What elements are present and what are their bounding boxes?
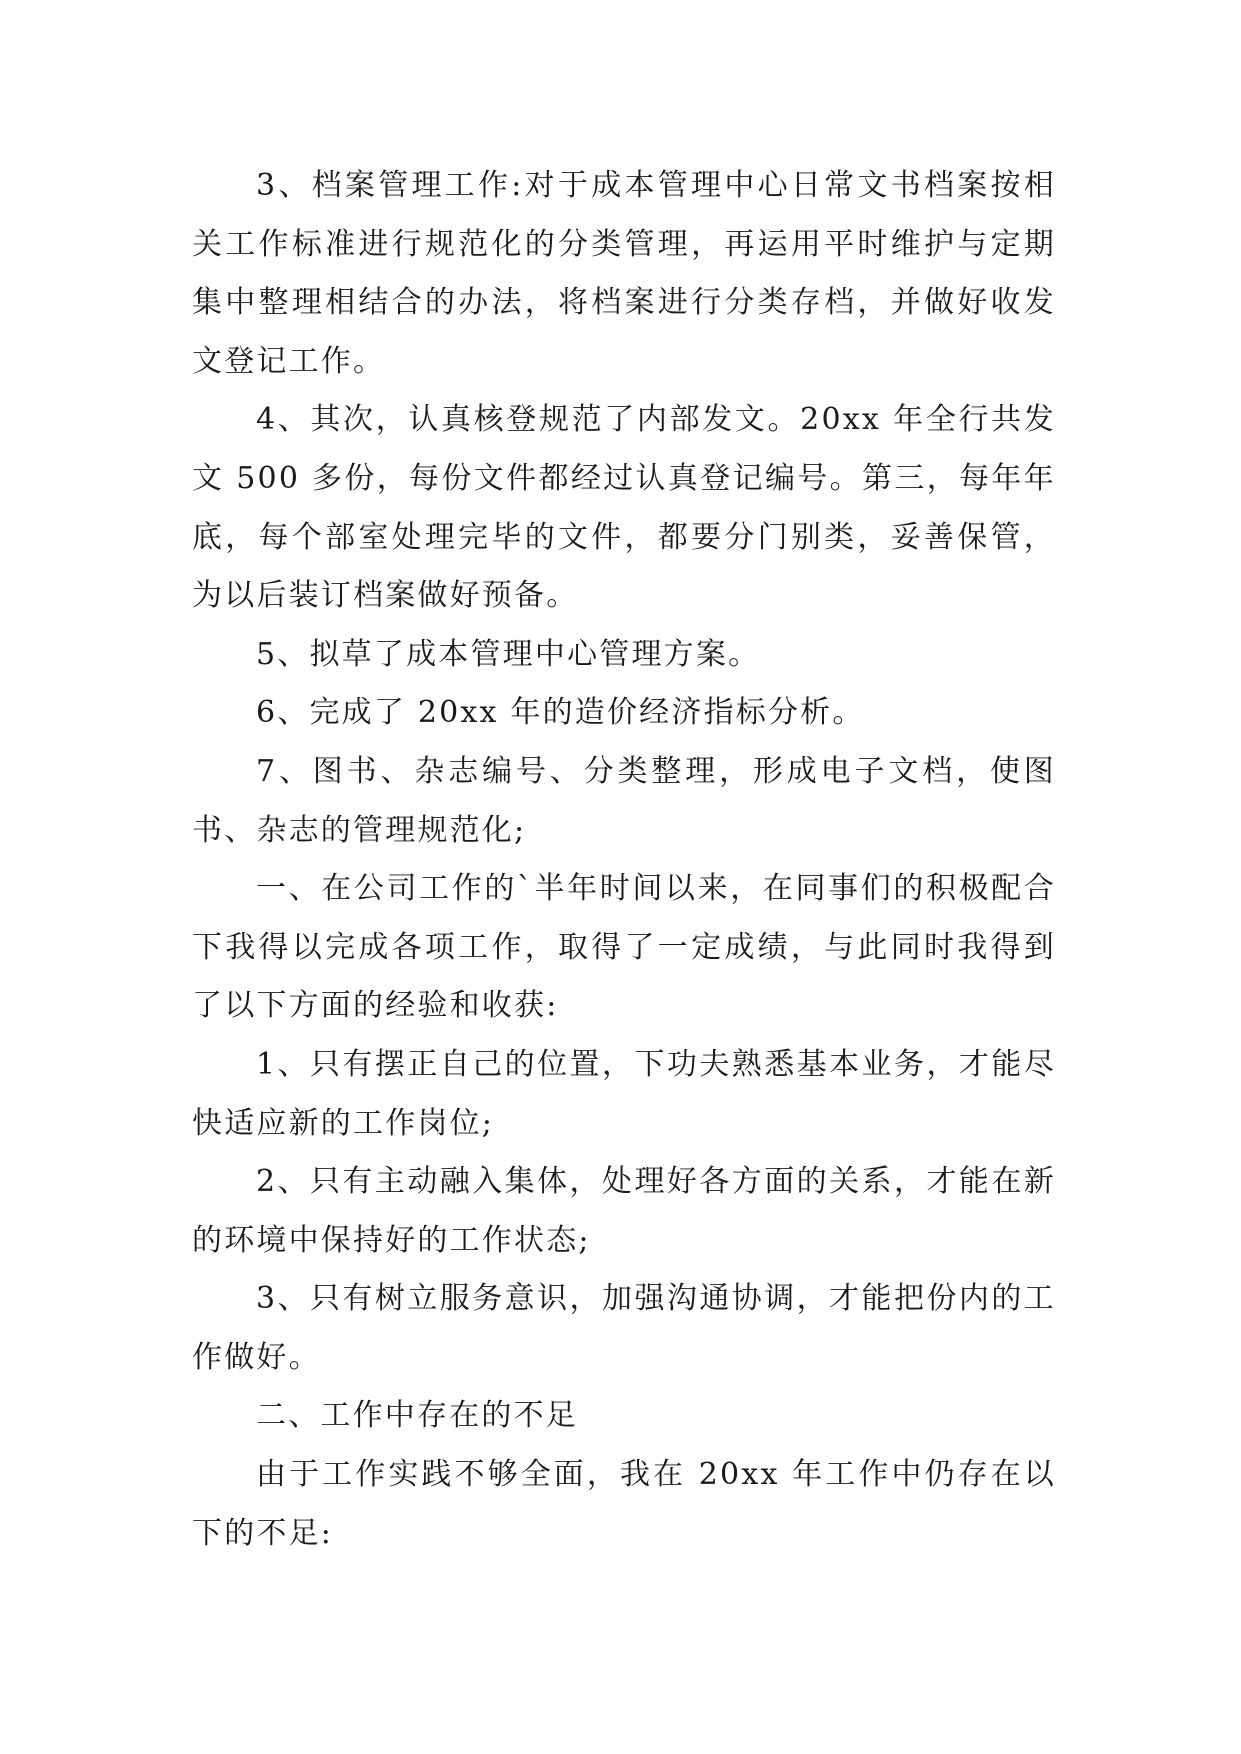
paragraph-section-one: 一、在公司工作的`半年时间以来，在同事们的积极配合下我得以完成各项工作，取得了一定成绩，与此同时我得到了以下方面的经验和收获: [192,871,1056,1024]
paragraph-lesson-2: 2、只有主动融入集体，处理好各方面的关系，才能在新的环境中保持好的工作状态; [192,1164,1056,1258]
paragraph-lesson-3: 3、只有树立服务意识，加强沟通协调，才能把份内的工作做好。 [192,1281,1056,1375]
paragraph-cost-analysis: 6、完成了 20xx 年的造价经济指标分析。 [256,695,865,731]
document-body [192,157,1056,1563]
paragraph-section-two-heading: 二、工作中存在的不足 [256,1398,578,1434]
paragraph-internal-documents: 4、其次，认真核登规范了内部发文。20xx 年全行共发文 500 多份，每份文件都经过认真登记编号。第三，每年年底，每个部室处理完毕的文件，都要分门别类，妥善保管，为以后装订档案做好预备。 [192,402,1056,614]
paragraph-books-magazines: 7、图书、杂志编号、分类整理，形成电子文档，使图书、杂志的管理规范化; [192,753,1056,848]
paragraph-shortcomings-intro: 由于工作实践不够全面，我在 20xx 年工作中仍存在以下的不足: [192,1457,1056,1551]
paragraph-lesson-1: 1、只有摆正自己的位置，下功夫熟悉基本业务，才能尽快适应新的工作岗位; [192,1046,1056,1141]
paragraph-management-plan: 5、拟草了成本管理中心管理方案。 [256,636,761,672]
paragraph-archive-management: 3、档案管理工作:对于成本管理中心日常文书档案按相关工作标准进行规范化的分类管理，再运用平时维护与定期集中整理相结合的办法，将档案进行分类存档，并做好收发文登记工作。 [192,168,1056,379]
